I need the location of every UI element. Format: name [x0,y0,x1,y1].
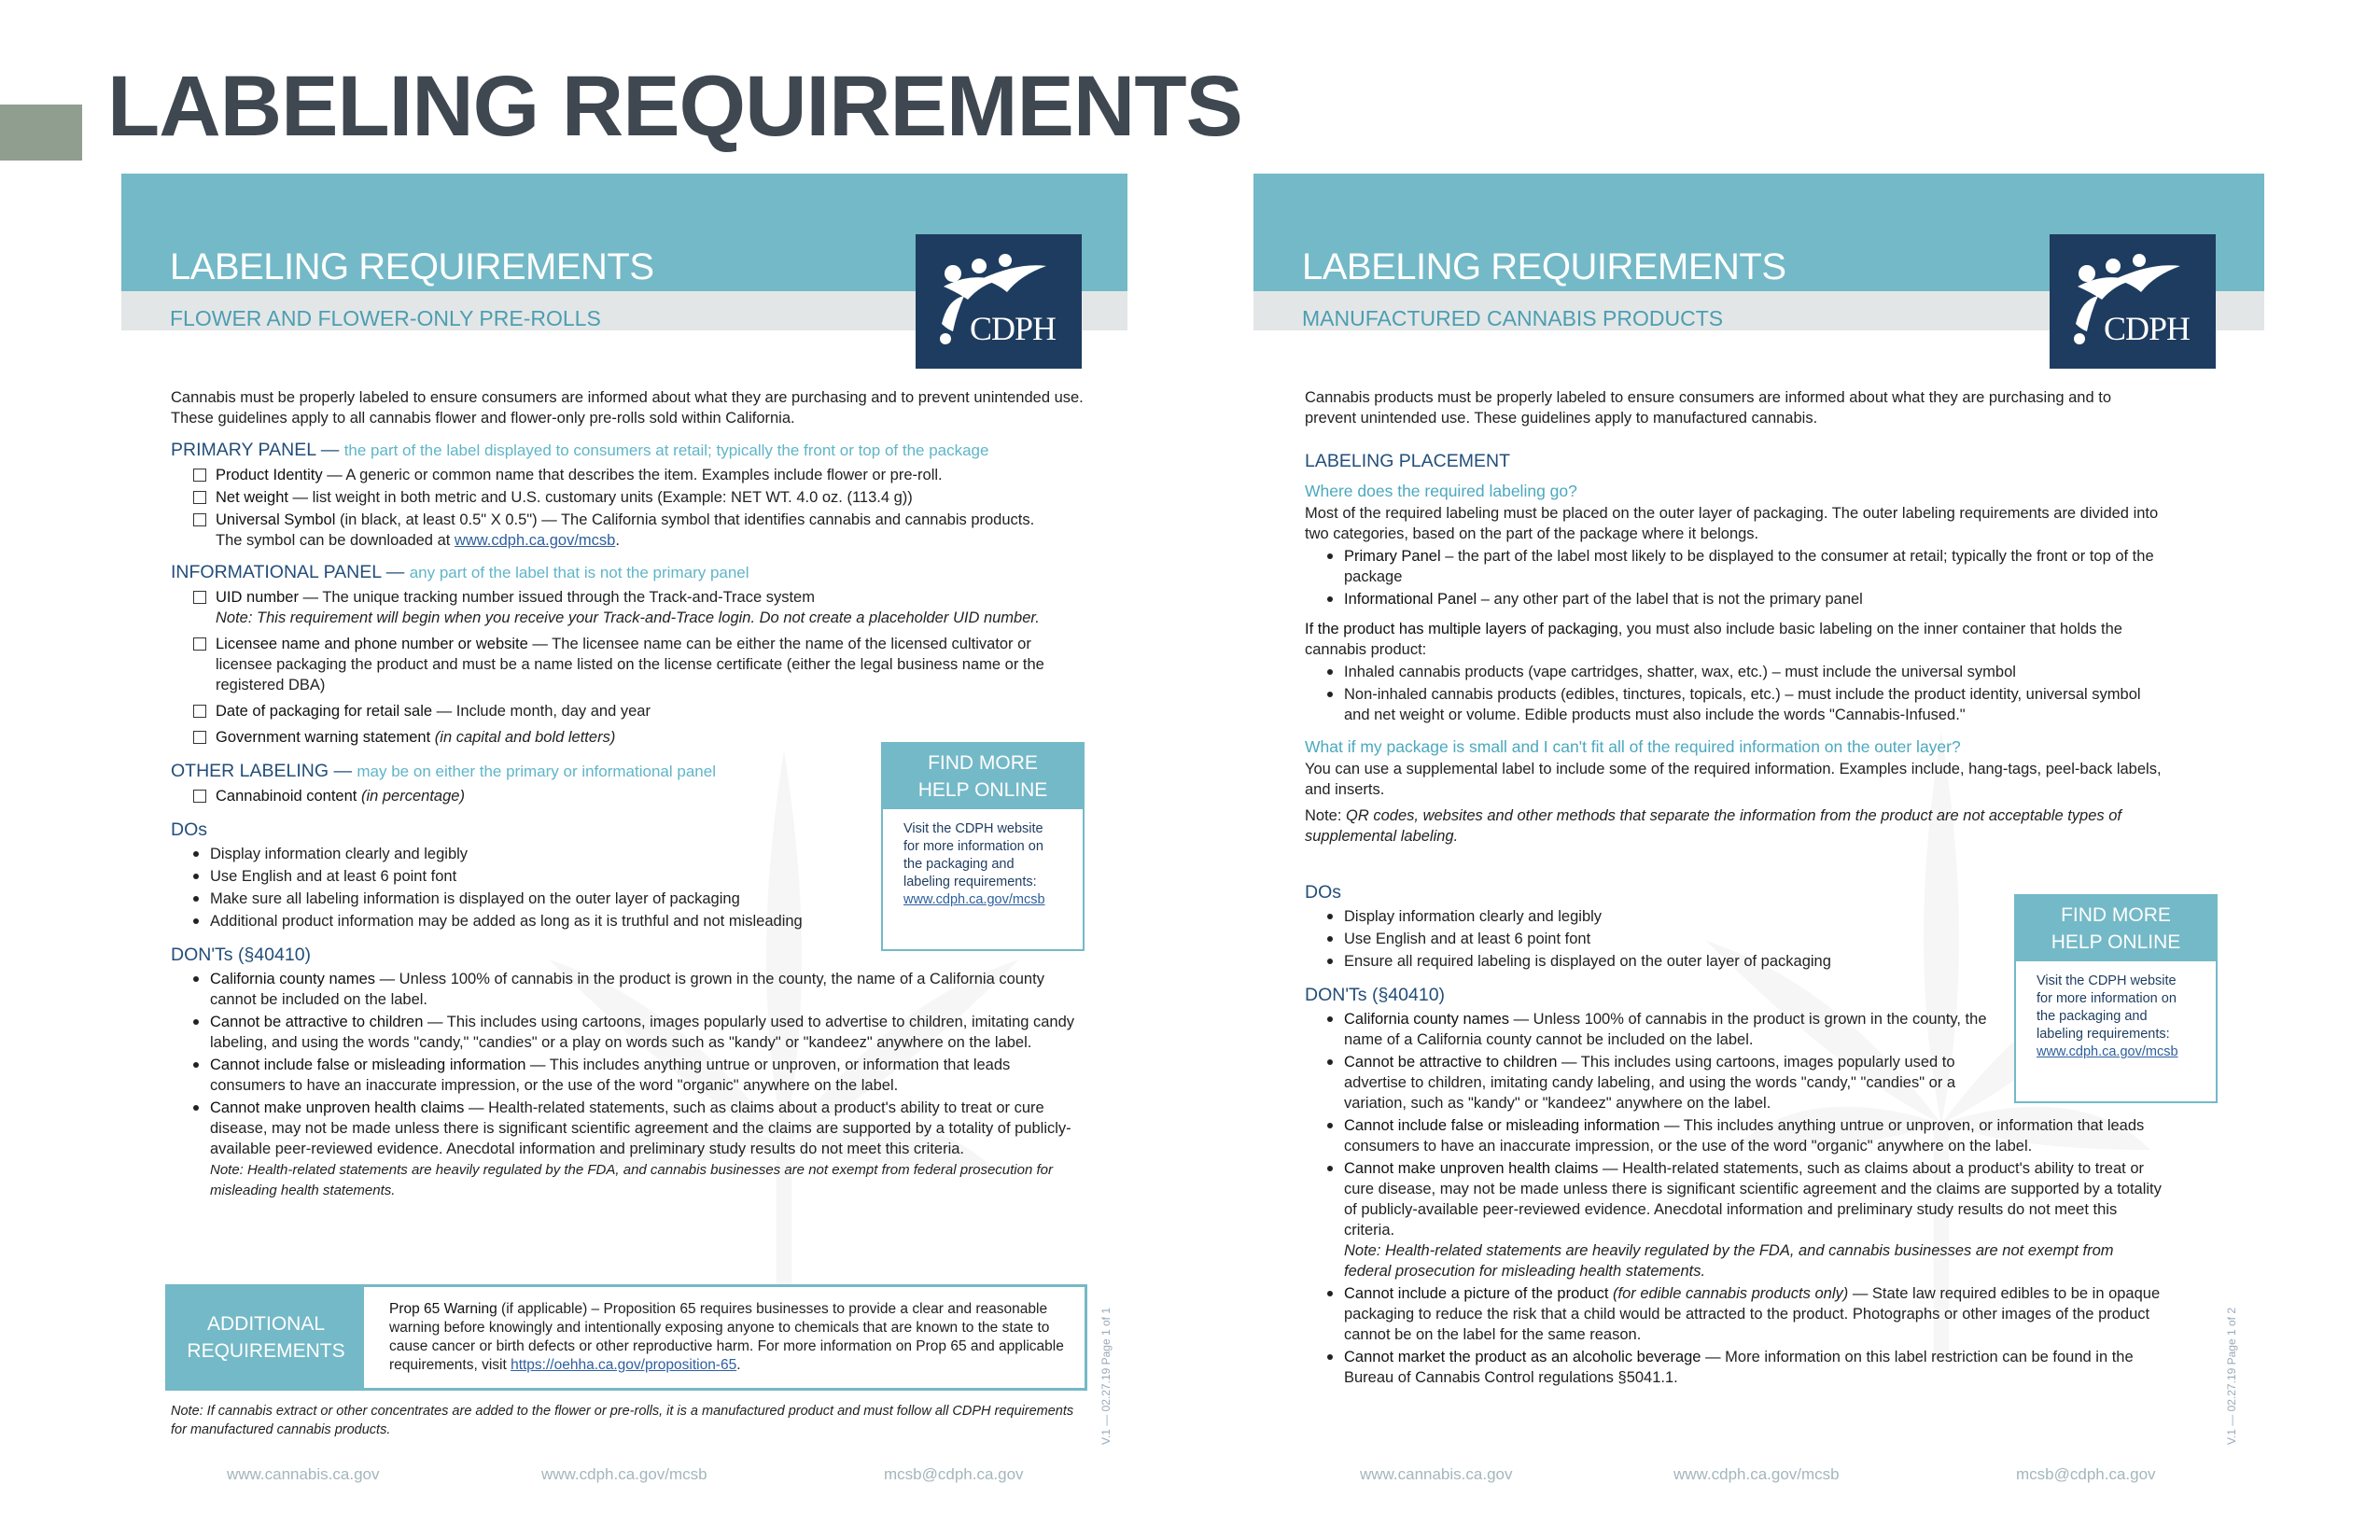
checkbox-icon [193,790,206,803]
item-text: — A generic or common name that describes the item. Examples include flower or pre-roll. [322,467,943,483]
prop65-text [389,1300,1071,1375]
do-item: Make sure all labeling information is displayed on the outer layer of packaging [171,889,1085,909]
cdph-logo [2050,234,2216,369]
item-text: , you must also include basic labeling on the inner container that holds the cannabis product: [1305,621,2122,658]
checkbox-icon [193,731,206,744]
download-text: The symbol can be downloaded at [216,532,455,549]
multi-layer-item: Inhaled cannabis products (vape cartridges, shatter, wax, etc.) – must include the universal symbol [1305,662,2163,682]
note-text: QR codes, websites and other methods that separate the information from the product are not acceptable types of supplemental labeling. [1305,807,2122,845]
panel-subtitle: MANUFACTURED CANNABIS PRODUCTS [1302,306,1724,330]
item-text: — list weight in both metric and U.S. customary units (Example: NET WT. 4.0 oz. (113.4 g)) [287,489,913,506]
item-text: — This includes anything untrue or unproven, or information that leads consumers to have an inaccurate impression, or the use of the word "organic" anywhere on the label. [1344,1117,2145,1155]
item-label: Primary Panel [1344,548,1441,565]
placement-item [1305,546,2163,587]
item-text: — This includes using cartoons, images popularly used to advertise to children, imitating candy labeling, and using the words "candy," "candies" or a variation, such as "kandy" or "kandeez" anywhere on the label. [1344,1054,1956,1112]
supplemental-note [1305,805,2163,847]
item-label: California county names [210,971,376,987]
checkbox-icon [193,637,206,651]
item-text: — State law required edibles to be in opaque packaging to reduce the risk that a child would be attracted to the product. Photographs or other images of the product cannot be on the label for the same reason. [1344,1285,2161,1343]
section-title: PRIMARY PANEL — [171,440,340,460]
checkbox-icon [193,705,206,718]
item-label: Product Identity [216,467,323,483]
item-text: — Unless 100% of cannabis in the product is grown in the county, the name of a California county cannot be included on the label. [1344,1011,1987,1048]
item-label: Informational Panel [1344,591,1477,608]
find-more-text: Visit the CDPH website for more information on the packaging and labeling requirements: [2037,973,2177,1042]
item-label: Cannot make unproven health claims [1344,1160,1599,1177]
dont-item [1305,1283,2163,1345]
small-package-answer: You can use a supplemental label to include some of the required information. Examples include, hang-tags, peel-back labels, and inserts. [1305,761,2162,798]
cdph-logo [916,234,1082,369]
do-item: Use English and at least 6 point font [171,866,1085,887]
item-label: Cannot market the product as an alcoholic beverage [1344,1349,1701,1365]
dos-heading: DOs [1305,882,1341,903]
find-more-body [883,809,1083,920]
version-label: V.1 — 02.27.19 Page 1 of 2 [2225,1307,2238,1445]
item-label: Cannot include a picture of the product [1344,1285,1609,1302]
item-text: — Health-related statements, such as claims about a product's ability to treat or cure disease, may not be made unless there is significant scientific agreement and the claims are supported by a totality of publicly-available peer-reviewed evidence. Anecdotal information and preliminary study results do not meet this criteria. [1344,1160,2162,1239]
checklist-item [171,510,1085,551]
find-more-heading: FIND MORE HELP ONLINE [883,744,1083,809]
dont-item [171,1055,1085,1096]
item-note: Note: This requirement will begin when you receive your Track-and-Trace login. Do not create a placeholder UID number. [216,609,1040,626]
bottom-note: Note: If cannabis extract or other concentrates are added to the flower or pre-rolls, it is a manufactured product and must follow all CDPH requirements for manufactured cannabis products. [171,1404,1074,1437]
panel-title: LABELING REQUIREMENTS [170,246,654,287]
checklist-item [171,487,1085,508]
dont-item [1305,1347,2163,1388]
item-text: (in capital and bold letters) [430,729,616,746]
item-note: Note: Health-related statements are heavily regulated by the FDA, and cannabis businesses are not exempt from federal prosecution for misleading health statements. [1344,1242,2114,1280]
item-label: California county names [1344,1011,1510,1028]
footer-cdph-link[interactable]: www.cdph.ca.gov/mcsb [1673,1465,1840,1483]
punct: . [615,532,620,549]
item-label: Prop 65 Warning [389,1301,497,1317]
do-item: Additional product information may be added as long as it is truthful and not misleading [171,911,1085,931]
item-label: Cannot make unproven health claims [210,1099,465,1116]
placement-answer: Most of the required labeling must be placed on the outer layer of packaging. The outer labeling requirements are divided into two categories, based on the part of the package where it belongs. [1305,505,2159,542]
placement-item [1305,589,2163,609]
item-text: (in percentage) [357,788,465,805]
item-text: — More information on this label restriction can be found in the Bureau of Cannabis Control regulations §5041.1. [1344,1349,2134,1386]
dos-heading: DOs [171,819,207,840]
item-label: Cannot include false or misleading information [210,1057,526,1073]
section-title: INFORMATIONAL PANEL — [171,562,405,582]
item-label: Government warning statement [216,729,431,746]
punct: . [736,1357,741,1373]
item-label: Universal Symbol [216,511,336,528]
version-label: V.1 — 02.27.19 Page 1 of 1 [1099,1307,1113,1445]
page-title: LABELING REQUIREMENTS [107,59,1242,154]
item-text: — The unique tracking number issued through the Track-and-Trace system [298,589,815,606]
footer-cdph-link[interactable]: www.cdph.ca.gov/mcsb [541,1465,707,1483]
donts-heading: DON'Ts (§40410) [171,945,312,965]
item-label: Cannabinoid content [216,788,357,805]
item-text: — Unless 100% of cannabis in the product is grown in the county, the name of a California county cannot be included on the label. [210,971,1044,1008]
cdph-mcsb-link[interactable]: www.cdph.ca.gov/mcsb [903,892,1045,907]
section-title: OTHER LABELING — [171,761,352,781]
item-text: — Health-related statements, such as claims about a product's ability to treat or cure disease, may not be made unless there is significant scientific agreement and the claims are supported by a totality of publicly-available peer-reviewed evidence. Anecdotal information and preliminary study results do not meet this criteria. [210,1099,1071,1157]
find-more-body [2016,961,2216,1072]
symbol-download-link[interactable]: www.cdph.ca.gov/mcsb [454,532,616,549]
item-text: — The licensee name can be either the name of the licensed cultivator or licensee packaging the product and must be a name listed on the license certificate (either the legal business name or the registered DBA) [216,636,1044,693]
dont-item [171,969,1085,1010]
intro-text: Cannabis must be properly labeled to ensure consumers are informed about what they are purchasing and to prevent unintended use. These guidelines apply to all cannabis flower and flower-only pre-rolls sold within California. [171,389,1084,427]
dont-item [1305,1009,1997,1050]
item-label: UID number [216,589,299,606]
find-more-heading: FIND MORE HELP ONLINE [2016,896,2216,961]
informational-panel-heading [171,562,1085,583]
checkbox-icon [193,491,206,504]
item-text: — This includes anything untrue or unproven, or information that leads consumers to have an inaccurate impression, or the use of the word "organic" anywhere on the label. [210,1057,1011,1094]
placement-question: Where does the required labeling go? [1305,482,1577,500]
item-text: — This includes using cartoons, images popularly used to advertise to children, imitating candy labeling, and using the words "candy," "candies" or a play on words such as "kandy" or "kandeez" anywhere on the label. [210,1014,1075,1051]
do-item: Display information clearly and legibly [1305,906,2163,927]
do-item: Ensure all required labeling is displayed on the outer layer of packaging [1305,951,2163,972]
item-text: (in black, at least 0.5" X 0.5") — The California symbol that identifies cannabis and cannabis products. [335,511,1035,528]
item-text: (if applicable) – Proposition 65 requires businesses to provide a clear and reasonable warning before knowingly and intentionally exposing anyone to chemicals that are known to the state to cause cancer or birth defects or other reproductive harm. For more information on Prop 65 and applicable requirements, visit [389,1301,1064,1373]
checklist-item [171,634,1085,695]
do-item: Use English and at least 6 point font [1305,929,2163,949]
cdph-figures-icon [916,234,1082,369]
item-text: – any other part of the label that is not the primary panel [1477,591,1863,608]
item-label: Licensee name and phone number or website [216,636,528,652]
panel-title: LABELING REQUIREMENTS [1302,246,1786,287]
do-item: Display information clearly and legibly [171,844,1085,864]
cdph-figures-icon [2050,234,2216,369]
item-label: Date of packaging for retail sale [216,703,433,720]
find-more-help-box [881,742,1085,951]
checklist-item [171,701,1085,721]
section-desc: the part of the label displayed to consumers at retail; typically the front or top of the package [343,441,989,459]
item-label: Cannot be attractive to children [210,1014,424,1030]
logo-text: CDPH [970,310,1057,347]
accent-square [0,105,82,161]
labeling-placement-heading: LABELING PLACEMENT [1305,451,1510,471]
footer-cannabis-link[interactable]: www.cannabis.ca.gov [1360,1465,1513,1483]
checkbox-icon [193,591,206,604]
note-prefix: Note: [1305,807,1347,824]
find-more-text: Visit the CDPH website for more information on the packaging and labeling requirements: [903,821,1043,889]
section-desc: any part of the label that is not the primary panel [409,564,749,581]
footer-email-link[interactable]: mcsb@cdph.ca.gov [2016,1465,2156,1483]
donts-heading: DON'Ts (§40410) [1305,985,1446,1005]
dont-item [171,1012,1085,1053]
dont-item [1305,1158,2163,1281]
section-desc: may be on either the primary or informational panel [357,763,716,780]
multi-layer-text [1305,619,2163,660]
footer-email-link[interactable]: mcsb@cdph.ca.gov [884,1465,1024,1483]
dont-item [1305,1115,2163,1156]
checklist-item [171,587,1085,628]
checkbox-icon [193,469,206,482]
item-paren: (for edible cannabis products only) [1608,1285,1849,1302]
item-label: If the product has multiple layers of packaging [1305,621,1618,637]
logo-text: CDPH [2104,310,2191,347]
cdph-mcsb-link[interactable]: www.cdph.ca.gov/mcsb [2037,1044,2178,1059]
prop65-link[interactable]: https://oehha.ca.gov/proposition-65 [511,1357,737,1373]
panel-subtitle: FLOWER AND FLOWER-ONLY PRE-ROLLS [170,306,601,330]
primary-panel-heading [171,440,1085,461]
dont-item [1305,1052,1997,1113]
item-text: – the part of the label most likely to be displayed to the consumer at retail; typically the front or top of the package [1344,548,2154,585]
checklist-item [171,465,1085,485]
item-label: Cannot be attractive to children [1344,1054,1558,1071]
intro-text: Cannabis products must be properly labeled to ensure consumers are informed about what they are purchasing and to prevent unintended use. These guidelines apply to manufactured cannabis. [1305,389,2112,427]
find-more-help-box [2014,894,2218,1103]
item-text: — Include month, day and year [432,703,651,720]
checkbox-icon [193,513,206,526]
item-note: Note: Health-related statements are heavily regulated by the FDA, and cannabis businesses are not exempt from federal prosecution for misleading health statements. [210,1162,1053,1198]
additional-requirements-box [165,1284,1087,1391]
dont-item [171,1098,1085,1200]
multi-layer-item: Non-inhaled cannabis products (edibles, tinctures, topicals, etc.) – must include the product identity, universal symbol and net weight or volume. Edible products must also include the words "Cannabis-Infused." [1305,684,2163,725]
item-label: Cannot include false or misleading information [1344,1117,1660,1134]
additional-requirements-heading: ADDITIONAL REQUIREMENTS [168,1287,364,1388]
small-package-question: What if my package is small and I can't fit all of the required information on the outer layer? [1305,737,1961,756]
manufactured-content [1305,387,2163,1390]
item-label: Net weight [216,489,288,506]
footer-cannabis-link[interactable]: www.cannabis.ca.gov [227,1465,380,1483]
